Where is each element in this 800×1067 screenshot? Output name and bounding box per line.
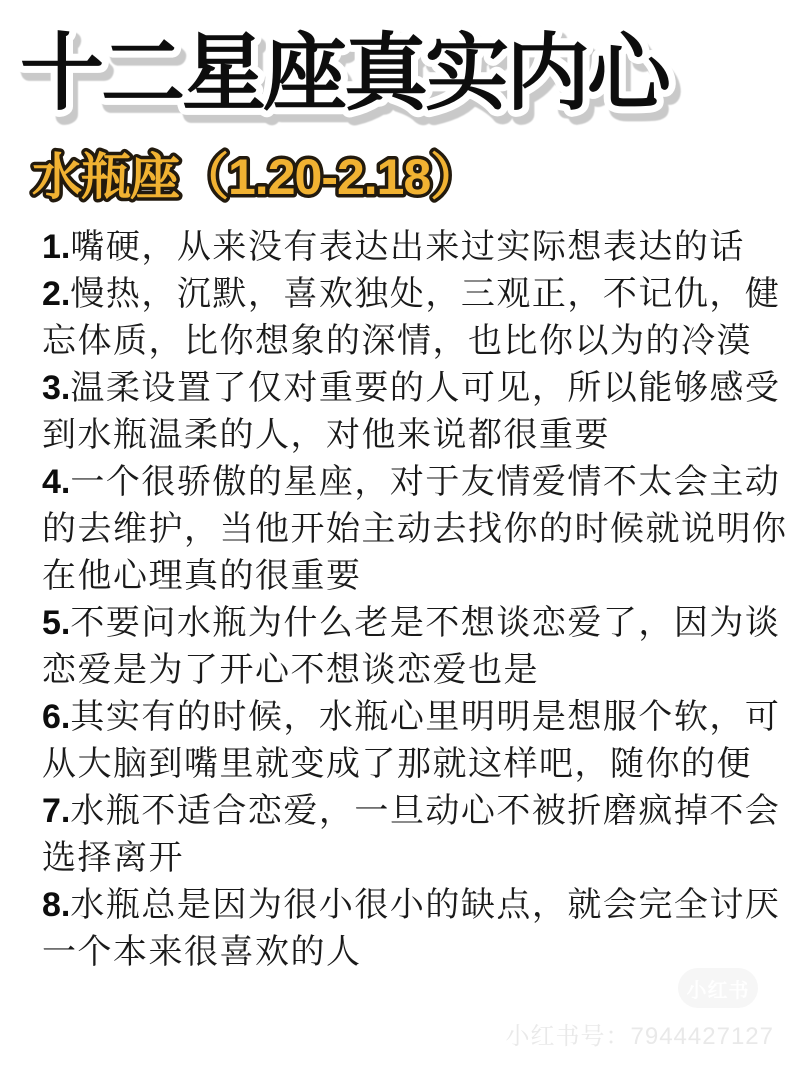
item-number: 4. bbox=[42, 463, 71, 501]
list-item bbox=[42, 459, 798, 600]
list-item bbox=[42, 788, 798, 882]
xiaohongshu-logo-label: 小红书 bbox=[686, 979, 750, 1002]
zodiac-subtitle: 水瓶座（1.20-2.18） bbox=[32, 149, 480, 205]
item-text: 慢热，沉默，喜欢独处，三观正，不记仇，健忘体质，比你想象的深情，也比你以为的冷漠 bbox=[42, 275, 781, 360]
item-number: 8. bbox=[42, 886, 71, 924]
item-text: 一个很骄傲的星座，对于友情爱情不太会主动的去维护，当他开始主动去找你的时候就说明你在他心理真的很重要 bbox=[42, 463, 788, 595]
list-item bbox=[42, 694, 798, 788]
item-text: 水瓶不适合恋爱，一旦动心不被折磨疯掉不会选择离开 bbox=[42, 792, 781, 877]
page-title: 十二星座真实内心 bbox=[20, 26, 669, 120]
list-item bbox=[42, 271, 798, 365]
xiaohongshu-logo-badge bbox=[678, 968, 758, 1008]
poster-title-svg bbox=[0, 8, 800, 133]
item-text: 嘴硬，从来没有表达出来过实际想表达的话 bbox=[70, 228, 745, 266]
item-text: 温柔设置了仅对重要的人可见，所以能够感受到水瓶温柔的人，对他来说都很重要 bbox=[42, 369, 781, 454]
list-item bbox=[42, 224, 798, 271]
item-number: 3. bbox=[42, 369, 71, 407]
item-text: 其实有的时候，水瓶心里明明是想服个软，可从大脑到嘴里就变成了那就这样吧，随你的便 bbox=[42, 698, 781, 783]
poster-subtitle-svg bbox=[0, 136, 800, 218]
item-text: 不要问水瓶为什么老是不想谈恋爱了，因为谈恋爱是为了开心不想谈恋爱也是 bbox=[42, 604, 781, 689]
list-item bbox=[42, 365, 798, 459]
trait-list bbox=[42, 224, 798, 976]
item-number: 6. bbox=[42, 698, 71, 736]
item-number: 7. bbox=[42, 792, 71, 830]
item-number: 1. bbox=[42, 228, 71, 266]
item-number: 5. bbox=[42, 604, 71, 642]
item-text: 水瓶总是因为很小很小的缺点，就会完全讨厌一个本来很喜欢的人 bbox=[42, 886, 781, 971]
list-item bbox=[42, 600, 798, 694]
xiaohongshu-account-id: 小红书号：7944427127 bbox=[505, 1023, 774, 1050]
list-item bbox=[42, 882, 798, 976]
item-number: 2. bbox=[42, 275, 71, 313]
